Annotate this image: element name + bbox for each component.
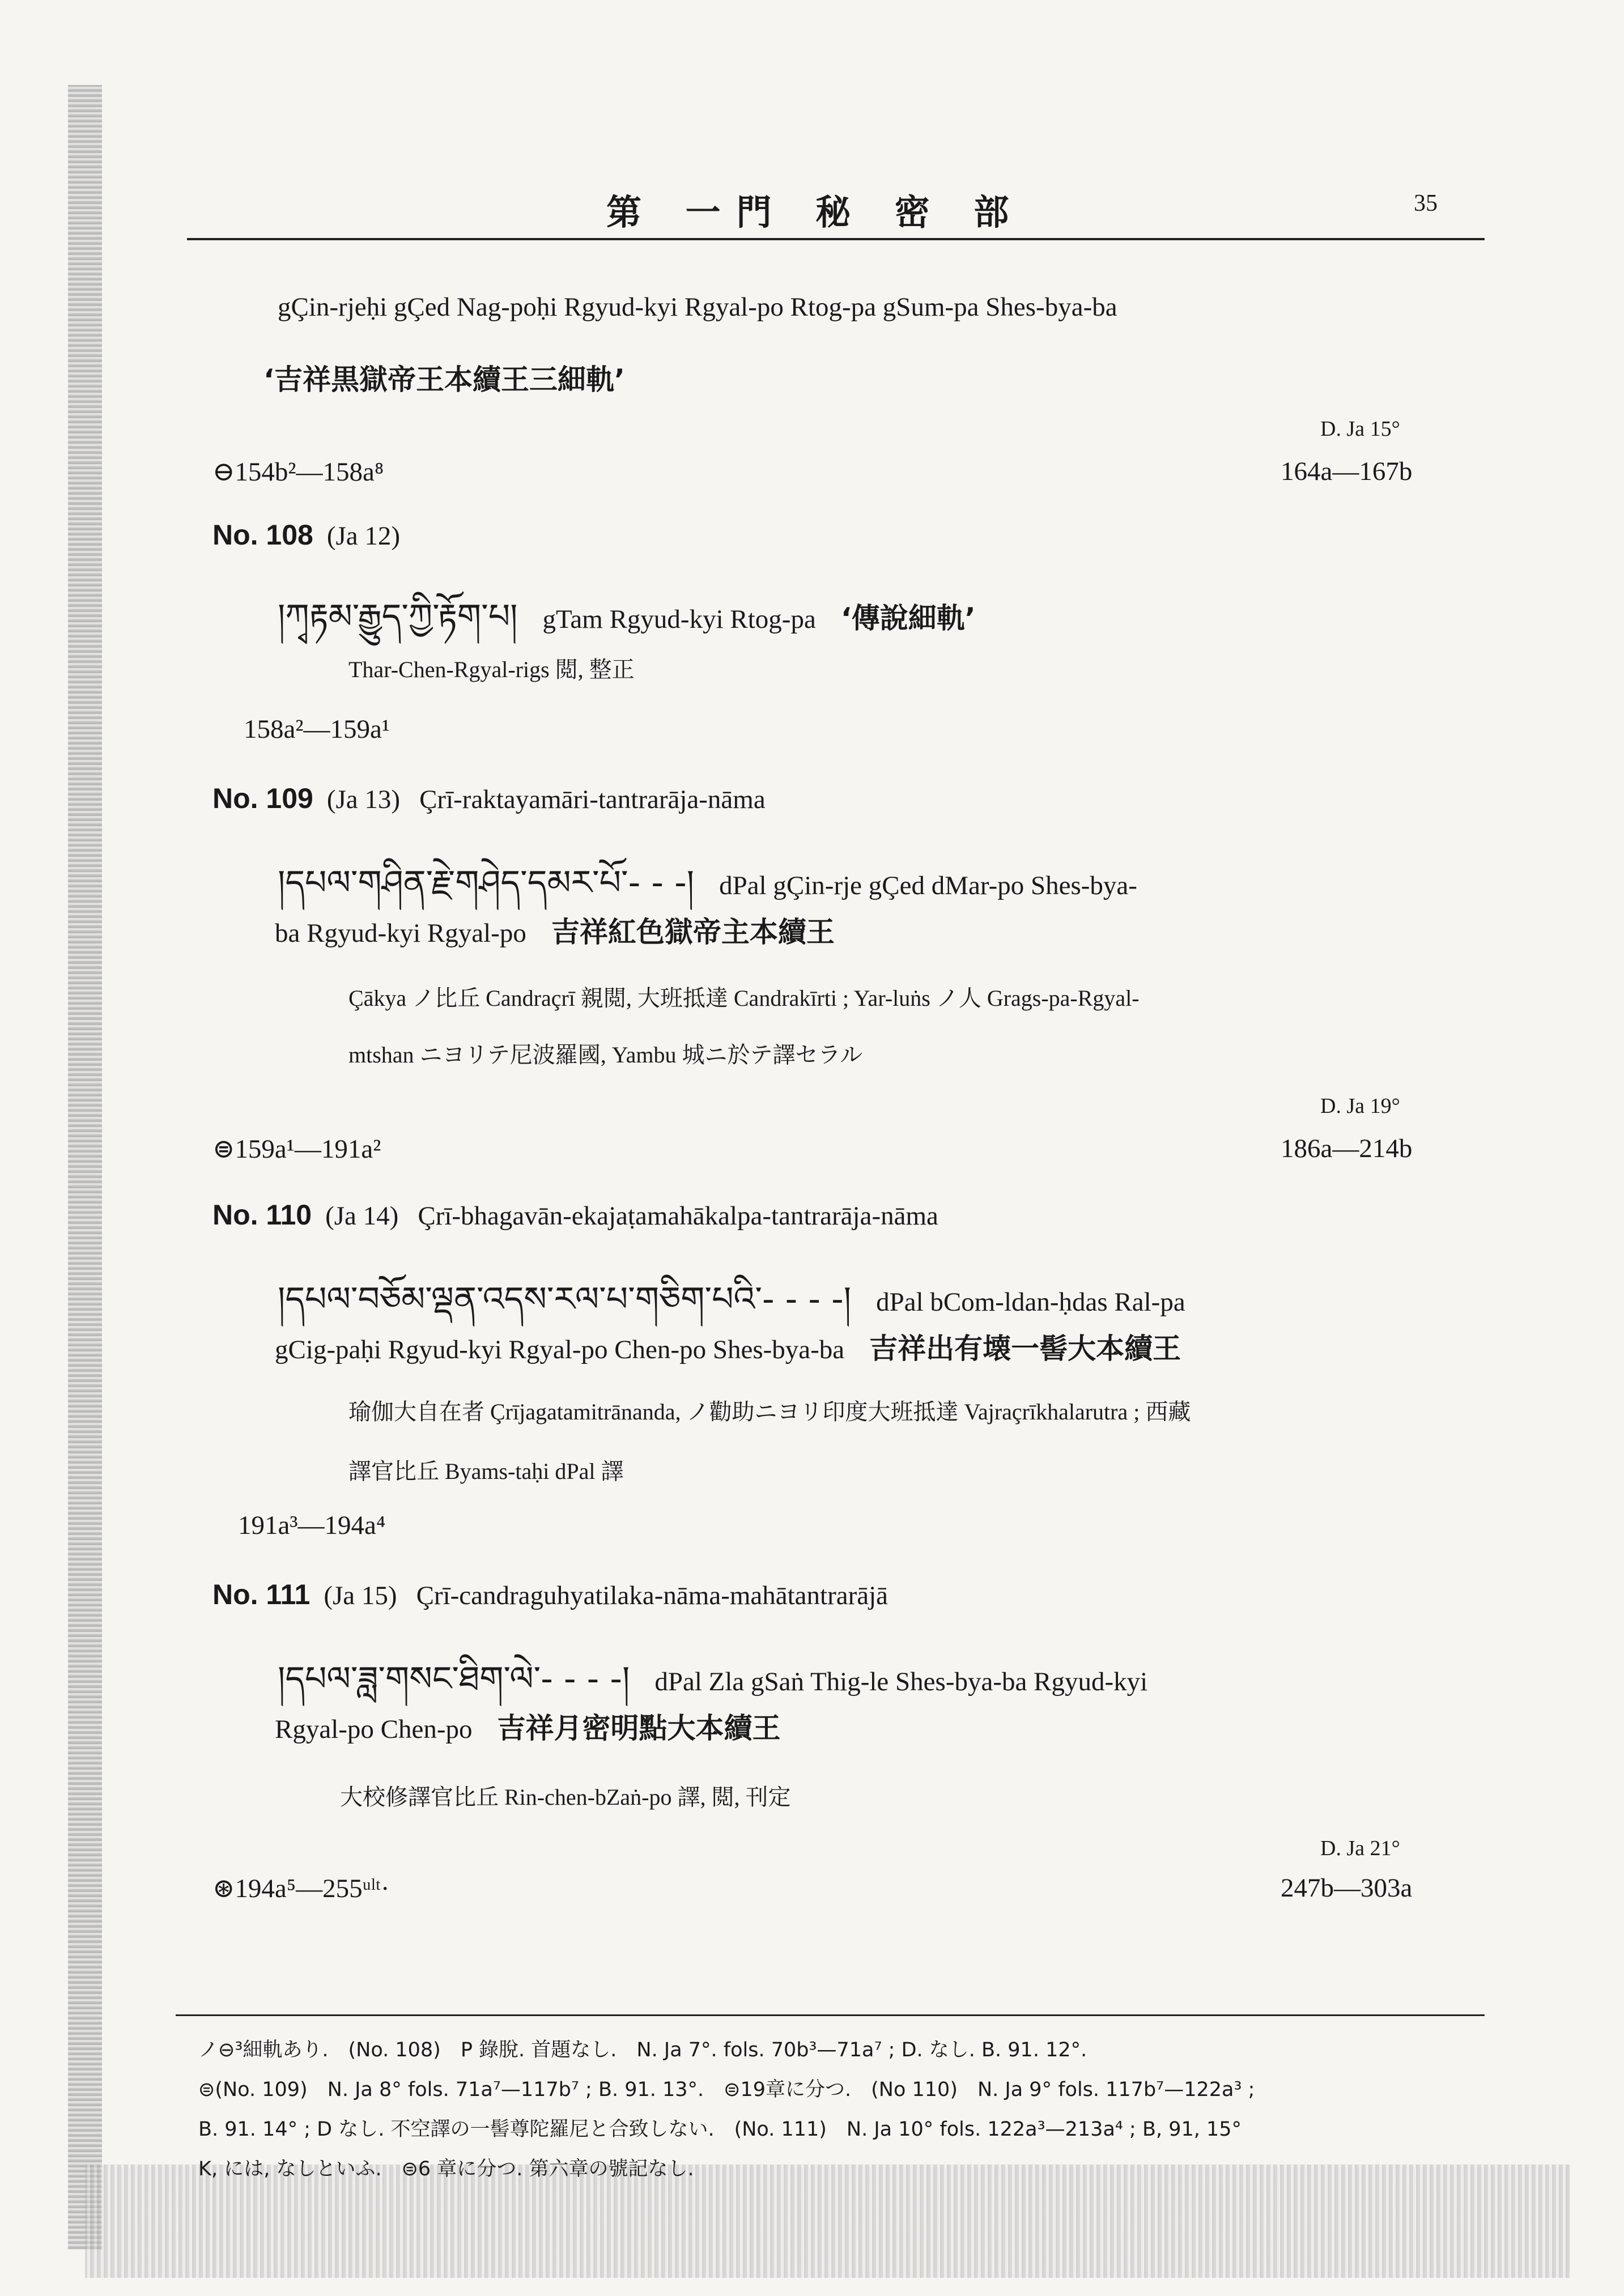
entry111-folios-left: ⊛194a⁵—255ᵘˡᵗ· xyxy=(212,1874,390,1903)
entry109-folios-right: 186a—214b xyxy=(1281,1134,1413,1163)
entry110-ref: (Ja 14) xyxy=(325,1201,399,1231)
page-number: 35 xyxy=(1414,190,1438,216)
entry107-chinese-title: ‘吉祥黒獄帝王本續王三細軌’ xyxy=(263,363,625,396)
entry108-ref: (Ja 12) xyxy=(326,521,401,551)
footnote-line-4: K, には, なしといふ. ⊜6 章に分つ. 第六章の號記なし. xyxy=(198,2158,694,2180)
entry109-derge-ref: D. Ja 19° xyxy=(1320,1094,1400,1118)
entry111-derge-ref: D. Ja 21° xyxy=(1320,1836,1400,1860)
entry107-folios-right: 164a—167b xyxy=(1281,457,1413,486)
entry109-translator-note-1: Çākya ノ比丘 Candraçrī 親閲, 大班抵達 Candrakīrti ; Yar-luṅs ノ人 Grags-pa-Rgyal- xyxy=(348,985,1140,1011)
entry108-heading xyxy=(212,518,400,551)
entry109-romanization-1: dPal gÇin-rje gÇed dMar-po Shes-bya- xyxy=(719,871,1137,900)
entry110-title-line-2 xyxy=(275,1326,1181,1367)
entry109-number: No. 109 xyxy=(212,783,313,814)
entry111-romanization-2: Rgyal-po Chen-po xyxy=(275,1715,473,1744)
entry108-romanization: gTam Rgyud-kyi Rtog-pa xyxy=(542,605,816,634)
entry109-tibetan-title: །དཔལ་གཤིན་རྗེ་གཤེད་དམར་པོ་- - -། xyxy=(278,863,695,903)
entry110-translator-note-2: 譯官比丘 Byams-taḥi dPal 譯 xyxy=(348,1459,624,1484)
entry107-folios-left: ⊖154b²—158a⁸ xyxy=(212,457,384,487)
entry107-derge-ref: D. Ja 15° xyxy=(1320,417,1400,441)
entry110-translator-note-1: 瑜伽大自在者 Çrījagatamitrānanda, ノ勸助ニヨリ印度大班抵達 Vajraçrīkhalarutra ; 西藏 xyxy=(348,1399,1191,1425)
entry110-sanskrit-title: Çrī-bhagavān-ekajaṭamahākalpa-tantrarāja-nāma xyxy=(418,1201,938,1231)
entry111-number: No. 111 xyxy=(212,1579,311,1610)
entry108-number: No. 108 xyxy=(212,519,313,551)
entry111-chinese-title: 吉祥月密明點大本續王 xyxy=(497,1712,781,1745)
scan-edge-left xyxy=(68,85,102,2250)
entry110-tibetan-title: །དཔལ་བཅོམ་ལྡན་འདས་རལ་པ་གཅིག་པའི་- - - -། xyxy=(278,1279,852,1319)
entry109-ref: (Ja 13) xyxy=(326,785,401,814)
entry110-number: No. 110 xyxy=(212,1199,312,1231)
entry110-chinese-title: 吉祥出有壊一髻大本續王 xyxy=(869,1332,1181,1365)
entry110-romanization-1: dPal bCom-ldan-ḥdas Ral-pa xyxy=(876,1287,1185,1317)
entry111-heading xyxy=(212,1578,888,1611)
entry111-tibetan-title: །དཔལ་ཟླ་གསང་ཐིག་ལེ་- - - -། xyxy=(278,1659,630,1699)
entry110-romanization-2: gCig-paḥi Rgyud-kyi Rgyal-po Chen-po Shes-bya-ba xyxy=(275,1335,845,1364)
footnote-line-1: ノ⊖³細軌あり. (No. 108) P 錄脫. 首題なし. N. Ja 7°. fols. 70b³—71a⁷ ; D. なし. B. 91. 12°. xyxy=(198,2039,1087,2061)
entry110-folios: 191a³—194a⁴ xyxy=(238,1511,386,1540)
entry110-heading xyxy=(212,1198,938,1231)
entry107-romanization: gÇin-rjeḥi gÇed Nag-poḥi Rgyud-kyi Rgyal-po Rtog-pa gSum-pa Shes-bya-ba xyxy=(278,292,1117,322)
entry111-romanization-1: dPal Zla gSaṅ Thig-le Shes-bya-ba Rgyud-kyi xyxy=(654,1667,1148,1697)
entry111-title-line-2 xyxy=(275,1706,781,1746)
entry109-romanization-2: ba Rgyud-kyi Rgyal-po xyxy=(275,919,526,948)
entry109-heading xyxy=(212,782,766,815)
entry109-folios-left: ⊜159a¹—191a² xyxy=(212,1134,381,1164)
header-rule xyxy=(187,238,1485,240)
page-header-title: 第 一門 秘 密 部 xyxy=(606,192,1025,233)
footnote-line-2: ⊜(No. 109) N. Ja 8° fols. 71a⁷—117b⁷ ; B. 91. 13°. ⊜19章に分つ. (No 110) N. Ja 9° fols. 117b⁷—122a³ ; xyxy=(198,2078,1255,2101)
entry108-chinese-title: ‘傳說細軌’ xyxy=(840,602,976,635)
entry109-chinese-title: 吉祥紅色獄帝主本續王 xyxy=(551,916,835,949)
entry108-tibetan-title: །ཀྭརྟམ་རྒྱུད་ཀྱི་རྟོག་པ། xyxy=(278,597,518,636)
entry111-translator-note: 大校修譯官比丘 Rin-chen-bZaṅ-po 譯, 閲, 刊定 xyxy=(340,1784,791,1810)
entry109-sanskrit-title: Çrī-raktayamāri-tantrarāja-nāma xyxy=(419,785,766,814)
entry111-sanskrit-title: Çrī-candraguhyatilaka-nāma-mahātantrarājā xyxy=(416,1581,888,1610)
entry111-folios-right: 247b—303a xyxy=(1281,1873,1413,1903)
entry109-translator-note-2: mtshan ニヨリテ尼波羅國, Yambu 城ニ於テ譯セラル xyxy=(348,1042,863,1068)
entry109-title-line-2 xyxy=(275,909,835,950)
entry111-ref: (Ja 15) xyxy=(324,1581,397,1610)
entry108-folios: 158a²—159a¹ xyxy=(244,715,390,744)
footnote-rule xyxy=(176,2014,1485,2016)
scan-edge-bottom xyxy=(85,2165,1570,2278)
footnote-line-3: B. 91. 14° ; D なし. 不空譯の一髻尊陀羅尼と合致しない. (No. 111) N. Ja 10° fols. 122a³—213a⁴ ; B, 91, 15° xyxy=(198,2118,1242,2141)
entry108-translator-note: Thar-Chen-Rgyal-rigs 閲, 整正 xyxy=(348,657,635,682)
